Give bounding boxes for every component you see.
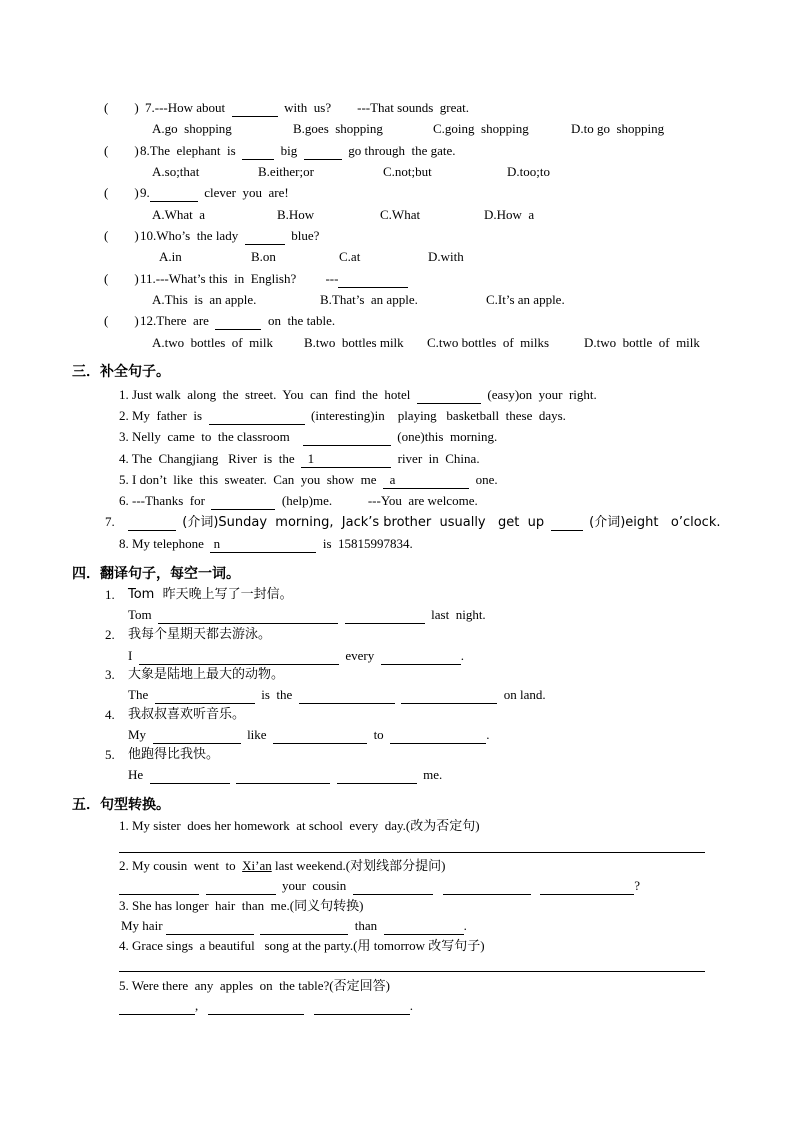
s4-2-blank-1[interactable]	[139, 648, 245, 665]
s3-5-tail: one.	[475, 472, 498, 487]
s4-5-chinese: 他跑得比我快。	[128, 747, 220, 762]
q9-option-a[interactable]: A.What a	[152, 207, 206, 222]
s4-3-mid: is the	[261, 687, 293, 702]
q7-with: with us?	[284, 100, 332, 115]
s3-5-hint: a	[389, 472, 396, 487]
q7-text: 7.---How about	[145, 100, 226, 115]
q12-option-b[interactable]: B.two bottles milk	[304, 335, 404, 350]
s3-6-tail: (help)me.	[281, 493, 333, 508]
s4-2-chinese: 我每个星期天都去游泳。	[128, 627, 272, 642]
s3-4-tail: river in China.	[397, 451, 480, 466]
q8-tail: go through the gate.	[348, 143, 456, 158]
s3-8-blank[interactable]	[210, 536, 316, 553]
s4-3-blank-1[interactable]	[155, 687, 255, 704]
s3-7-blank-2[interactable]	[551, 514, 583, 531]
q9-stem	[140, 185, 289, 202]
s3-item-8	[119, 536, 413, 553]
s5-2-answer	[119, 878, 640, 895]
s5-3-blank-2[interactable]	[260, 918, 348, 935]
q10-option-b[interactable]: B.on	[251, 249, 276, 264]
section-4-heading: 四．翻译句子，每空一词。	[72, 566, 240, 582]
q10-tail: blue?	[291, 228, 320, 243]
s4-4-blank-3[interactable]	[390, 727, 486, 744]
q8-big: big	[280, 143, 298, 158]
s5-3-prompt: 3. She has longer hair than me.(同义句转换)	[119, 898, 364, 913]
s5-2-blank-2[interactable]	[206, 878, 276, 895]
q10-option-d[interactable]: D.with	[428, 249, 464, 264]
section-3-heading: 三．补全句子。	[72, 364, 170, 380]
q8-option-a[interactable]: A.so;that	[152, 164, 200, 179]
s4-3-start: The	[128, 687, 149, 702]
q12-blank[interactable]	[215, 313, 261, 330]
s5-5-answer: , .	[119, 998, 413, 1015]
s3-item-3	[119, 429, 497, 446]
q8-option-c[interactable]: C.not;but	[383, 164, 432, 179]
s3-1-blank[interactable]	[417, 387, 481, 404]
s3-3-text: 3. Nelly came to the classroom	[119, 429, 290, 444]
q11-text: 11.---What’s this in English?	[140, 271, 297, 286]
s3-1-text: 1. Just walk along the street. You can find the hotel	[119, 387, 411, 402]
q11-blank[interactable]	[338, 271, 408, 288]
s4-2-start: I	[128, 648, 133, 663]
q12-stem	[140, 313, 335, 330]
s3-3-tail: (one)this morning.	[397, 429, 498, 444]
s5-2-prompt	[119, 858, 445, 874]
q12-paren: ( )	[104, 313, 139, 328]
s4-1-start: Tom	[128, 607, 152, 622]
s3-4-blank[interactable]	[301, 451, 391, 468]
q11-response: ---	[325, 271, 339, 286]
q10-blank[interactable]	[245, 228, 285, 245]
s5-2-mid: your cousin	[282, 878, 347, 893]
q7-response: ---That sounds great.	[357, 100, 470, 115]
q8-text: 8.The elephant is	[140, 143, 236, 158]
s4-2-mid: every	[345, 648, 375, 663]
s3-item-6	[119, 493, 478, 510]
s4-5-end: me.	[423, 767, 443, 782]
q9-option-b[interactable]: B.How	[277, 207, 315, 222]
s5-3-answer: My hair than .	[121, 918, 467, 933]
s4-5-blank-2[interactable]	[236, 767, 330, 784]
s4-5-start: He	[128, 767, 144, 782]
q7-paren: ( )	[104, 100, 139, 115]
s3-6-response: ---You are welcome.	[367, 493, 478, 508]
s4-5-blank-3[interactable]	[337, 767, 417, 784]
s4-5-num: 5.	[105, 747, 115, 762]
s4-2-english: I every .	[128, 648, 464, 663]
s5-2-tail: last weekend.(对划线部分提问)	[275, 858, 446, 873]
s4-2-num: 2.	[105, 627, 115, 642]
q10-option-a[interactable]: A.in	[159, 249, 182, 264]
s4-1-blank-3[interactable]	[345, 607, 425, 624]
s3-item-4	[119, 451, 480, 468]
s5-4-answer-line[interactable]	[119, 971, 705, 972]
q8-blank-2[interactable]	[304, 143, 342, 160]
q9-blank[interactable]	[150, 185, 198, 202]
s5-3-than: than	[354, 918, 378, 933]
q10-stem	[140, 228, 319, 245]
q12-text: 12.There are	[140, 313, 209, 328]
q12-option-d[interactable]: D.two bottle of milk	[584, 335, 700, 350]
s3-4-text: 4. The Changjiang River is the	[119, 451, 295, 466]
q11-option-a[interactable]: A.This is an apple.	[152, 292, 257, 307]
q8-option-b[interactable]: B.either;or	[258, 164, 314, 179]
s5-2-blank-3[interactable]	[353, 878, 433, 895]
s5-4-prompt: 4. Grace sings a beautiful song at the party.(用 tomorrow 改写句子)	[119, 938, 485, 953]
s5-2-blank-1[interactable]	[119, 878, 199, 895]
s3-5-text: 5. I don’t like this sweater. Can you show me	[119, 472, 377, 487]
s5-2-blank-5[interactable]	[540, 878, 634, 895]
s4-2-blank-2[interactable]	[245, 648, 339, 665]
s4-3-blank-2[interactable]	[299, 687, 395, 704]
s5-3-blank-3[interactable]	[384, 918, 464, 935]
s3-1-tail: (easy)on your right.	[487, 387, 597, 402]
q12-option-a[interactable]: A.two bottles of milk	[152, 335, 273, 350]
q11-stem	[140, 271, 408, 288]
q7-option-a[interactable]: A.go shopping	[152, 121, 232, 136]
s4-1-blank-2[interactable]	[250, 607, 338, 624]
q8-paren: ( )	[104, 143, 139, 158]
s5-2-qmark: ?	[634, 878, 641, 893]
s5-1-answer-line[interactable]	[119, 852, 705, 853]
s5-2-blank-4[interactable]	[443, 878, 531, 895]
q8-stem	[140, 143, 456, 160]
q7-option-d[interactable]: D.to go shopping	[571, 121, 665, 136]
s5-3-blank-1[interactable]	[166, 918, 254, 935]
s3-7-num: 7.	[105, 514, 115, 529]
s3-7-blank-1[interactable]	[128, 514, 176, 531]
s4-4-blank-1[interactable]	[153, 727, 241, 744]
s4-4-blank-2[interactable]	[273, 727, 367, 744]
s5-5-comma: ,	[195, 998, 199, 1013]
s3-2-tail: (interesting)in playing basketball these days.	[311, 408, 566, 423]
q7-option-b[interactable]: B.goes shopping	[293, 121, 383, 136]
s4-4-to: to	[373, 727, 384, 742]
s3-item-1	[119, 387, 597, 404]
section-5-heading: 五．句型转换。	[72, 797, 170, 813]
s5-1-prompt: 1. My sister does her homework at school every day.(改为否定句)	[119, 818, 480, 833]
s4-1-num: 1.	[105, 587, 115, 602]
s4-3-end: on land.	[503, 687, 546, 702]
s5-5-blank-3[interactable]	[314, 998, 410, 1015]
s5-2-underlined: Xi’an	[242, 858, 272, 873]
q11-option-c[interactable]: C.It’s an apple.	[486, 292, 565, 307]
s3-6-text: 6. ---Thanks for	[119, 493, 205, 508]
q10-text: 10.Who’s the lady	[140, 228, 239, 243]
s4-3-num: 3.	[105, 667, 115, 682]
s3-5-blank[interactable]	[383, 472, 469, 489]
s3-2-blank[interactable]	[209, 408, 305, 425]
s4-3-blank-3[interactable]	[401, 687, 497, 704]
q10-option-c[interactable]: C.at	[339, 249, 361, 264]
s3-item-5	[119, 472, 498, 489]
q10-paren: ( )	[104, 228, 139, 243]
s4-3-english	[128, 687, 546, 704]
q11-option-b[interactable]: B.That’s an apple.	[320, 292, 418, 307]
s3-item-2	[119, 408, 566, 425]
s4-4-mid: like	[247, 727, 267, 742]
q9-option-c[interactable]: C.What	[380, 207, 421, 222]
s3-8-text: 8. My telephone	[119, 536, 204, 551]
s3-7-text: (介词)Sunday morning, Jack’s brother usually get up	[182, 515, 545, 530]
s5-3-start: My hair	[121, 918, 163, 933]
q9-tail: clever you are!	[204, 185, 289, 200]
q8-blank-1[interactable]	[242, 143, 274, 160]
q7-option-c[interactable]: C.going shopping	[433, 121, 529, 136]
s5-5-blank-1[interactable]	[119, 998, 195, 1015]
s4-3-chinese: 大象是陆地上最大的动物。	[128, 667, 285, 682]
s3-4-hint: 1	[307, 451, 315, 466]
q11-paren: ( )	[104, 271, 139, 286]
s4-4-start: My	[128, 727, 147, 742]
s4-1-blank-1[interactable]	[158, 607, 250, 624]
q9-paren: ( )	[104, 185, 139, 200]
s5-2-text: 2. My cousin went to	[119, 858, 236, 873]
s3-2-text: 2. My father is	[119, 408, 203, 423]
s4-4-chinese: 我叔叔喜欢听音乐。	[128, 707, 246, 722]
s3-7-tail: (介词)eight o’clock.	[589, 515, 721, 530]
q9-option-d[interactable]: D.How a	[484, 207, 535, 222]
s4-1-chinese: Tom 昨天晚上写了一封信。	[128, 587, 293, 602]
s3-6-blank[interactable]	[211, 493, 275, 510]
q7-blank[interactable]	[232, 100, 278, 117]
s4-1-english	[128, 607, 486, 624]
s4-1-end: last night.	[431, 607, 486, 622]
s3-3-blank[interactable]	[303, 429, 391, 446]
s5-5-prompt: 5. Were there any apples on the table?(否定回答)	[119, 978, 390, 993]
q9-text: 9.	[140, 185, 150, 200]
q12-tail: on the table.	[267, 313, 336, 328]
s3-item-7	[105, 514, 721, 531]
s4-4-english: My like to .	[128, 727, 490, 742]
q12-option-c[interactable]: C.two bottles of milks	[427, 335, 550, 350]
q8-option-d[interactable]: D.too;to	[507, 164, 550, 179]
s5-5-blank-2[interactable]	[208, 998, 304, 1015]
s4-5-english	[128, 767, 442, 784]
s3-8-hint: n	[213, 536, 221, 551]
q7-stem	[145, 100, 469, 117]
s3-8-tail: is 15815997834.	[322, 536, 413, 551]
s4-5-blank-1[interactable]	[150, 767, 230, 784]
s4-4-num: 4.	[105, 707, 115, 722]
s4-2-blank-3[interactable]	[381, 648, 461, 665]
